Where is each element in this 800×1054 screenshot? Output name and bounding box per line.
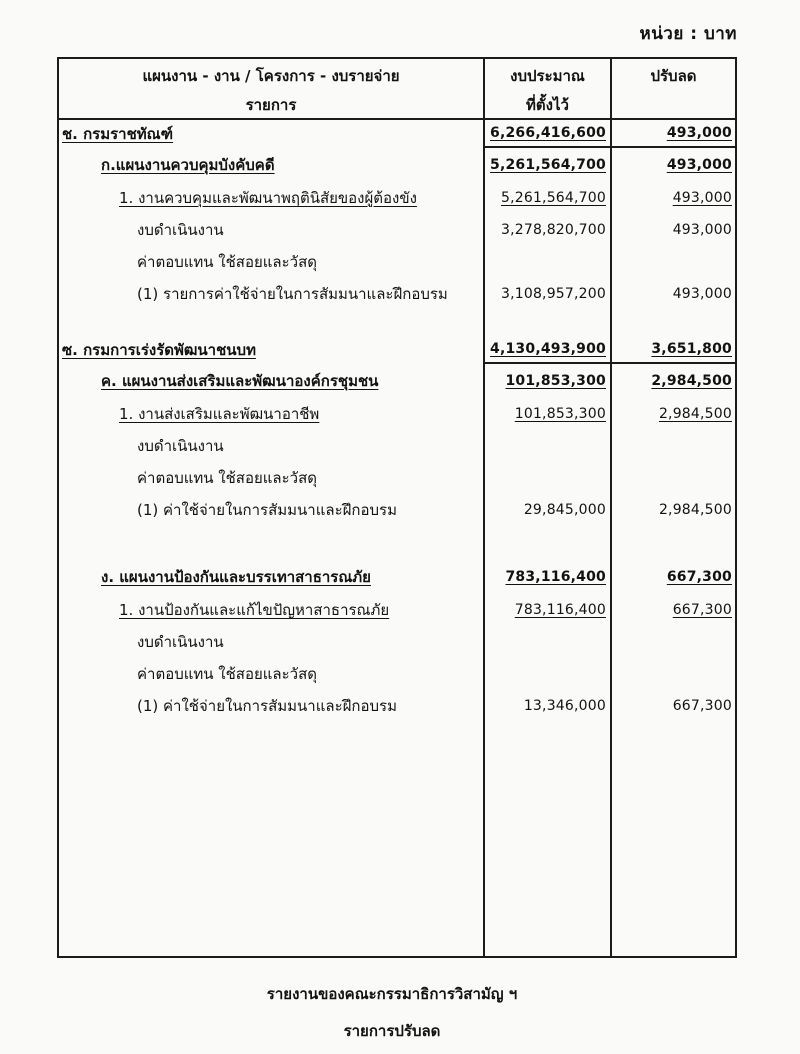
- reduction-value: 667,300: [672, 602, 732, 618]
- table-row: [59, 594, 735, 626]
- reduction-value: 493,000: [672, 222, 732, 238]
- reduction-value: 2,984,500: [651, 373, 732, 389]
- table-row: [59, 462, 735, 494]
- empty-cell: [59, 526, 483, 560]
- budget-cell: [483, 430, 610, 462]
- table-row: [59, 246, 735, 278]
- reduction-cell: [610, 398, 735, 430]
- row-label-cell: [59, 398, 483, 430]
- reduction-value: 493,000: [666, 157, 732, 173]
- reduction-value: 493,000: [672, 286, 732, 302]
- table-row: [59, 494, 735, 526]
- empty-cell: [610, 526, 735, 560]
- row-label: งบดำเนินงาน: [137, 437, 224, 455]
- reduction-value: 667,300: [672, 698, 732, 714]
- row-label: ง. แผนงานป้องกันและบรรเทาสาธารณภัย: [101, 568, 371, 586]
- reduction-value: 493,000: [666, 125, 732, 141]
- row-label-cell: [59, 214, 483, 246]
- table-header-row: [59, 59, 735, 120]
- table-filler-row: [59, 722, 735, 956]
- reduction-cell: [610, 658, 735, 690]
- empty-cell: [610, 722, 735, 956]
- reduction-cell: [610, 364, 735, 398]
- table-row: [59, 398, 735, 430]
- row-label: ค่าตอบแทน ใช้สอยและวัสดุ: [137, 253, 317, 271]
- reduction-cell: [610, 430, 735, 462]
- row-label-cell: [59, 626, 483, 658]
- empty-cell: [59, 310, 483, 336]
- reduction-cell: [610, 246, 735, 278]
- row-label: ค่าตอบแทน ใช้สอยและวัสดุ: [137, 469, 317, 487]
- row-label: ซ. กรมการเร่งรัดพัฒนาชนบท: [62, 341, 256, 359]
- row-label-cell: [59, 430, 483, 462]
- row-label-cell: [59, 560, 483, 594]
- table-row: [59, 560, 735, 594]
- table-row: [59, 658, 735, 690]
- row-label-cell: [59, 148, 483, 182]
- budget-cell: [483, 336, 610, 364]
- table-row: [59, 430, 735, 462]
- reduction-cell: [610, 462, 735, 494]
- unit-label: หน่วย : บาท: [639, 24, 737, 44]
- row-label-cell: [59, 494, 483, 526]
- row-label: ค่าตอบแทน ใช้สอยและวัสดุ: [137, 665, 317, 683]
- reduction-value: 2,984,500: [658, 502, 732, 518]
- budget-value: 6,266,416,600: [490, 125, 606, 141]
- budget-cell: [483, 246, 610, 278]
- row-label-cell: [59, 594, 483, 626]
- budget-cell: [483, 494, 610, 526]
- table-row: [59, 278, 735, 310]
- empty-cell: [483, 526, 610, 560]
- header-program-line1: แผนงาน - งาน / โครงการ - งบรายจ่าย: [142, 67, 400, 85]
- budget-cell: [483, 398, 610, 430]
- table-body: [59, 120, 735, 956]
- header-budget-column: [483, 59, 610, 118]
- budget-value: 101,853,300: [505, 373, 606, 389]
- reduction-cell: [610, 120, 735, 148]
- row-label: (1) ค่าใช้จ่ายในการสัมมนาและฝึกอบรม: [137, 501, 397, 519]
- row-label: 1. งานส่งเสริมและพัฒนาอาชีพ: [119, 405, 320, 423]
- reduction-cell: [610, 594, 735, 626]
- budget-cell: [483, 560, 610, 594]
- budget-cell: [483, 214, 610, 246]
- row-label: งบดำเนินงาน: [137, 221, 224, 239]
- table-row: [59, 336, 735, 364]
- table-row: [59, 214, 735, 246]
- reduction-cell: [610, 690, 735, 722]
- header-program-column: [59, 59, 483, 118]
- empty-cell: [610, 310, 735, 336]
- budget-value: 101,853,300: [514, 406, 606, 422]
- header-budget-line1: งบประมาณ: [510, 67, 585, 85]
- page-footer: [0, 982, 784, 1043]
- budget-cell: [483, 120, 610, 148]
- row-label-cell: [59, 278, 483, 310]
- row-label-cell: [59, 364, 483, 398]
- row-label-cell: [59, 120, 483, 148]
- budget-value: 5,261,564,700: [490, 157, 606, 173]
- row-label-cell: [59, 246, 483, 278]
- row-label-cell: [59, 336, 483, 364]
- table-row: [59, 364, 735, 398]
- row-label: งบดำเนินงาน: [137, 633, 224, 651]
- budget-table: [57, 57, 737, 958]
- table-row: [59, 182, 735, 214]
- table-row: [59, 626, 735, 658]
- reduction-value: 3,651,800: [651, 341, 732, 357]
- table-row: [59, 148, 735, 182]
- reduction-cell: [610, 336, 735, 364]
- header-reduction-column: [610, 59, 735, 118]
- table-spacer-row: [59, 310, 735, 336]
- row-label: ช. กรมราชทัณฑ์: [62, 125, 174, 143]
- budget-value: 5,261,564,700: [500, 190, 606, 206]
- reduction-cell: [610, 148, 735, 182]
- budget-cell: [483, 364, 610, 398]
- budget-value: 783,116,400: [514, 602, 606, 618]
- reduction-cell: [610, 214, 735, 246]
- header-program-line2: รายการ: [245, 96, 297, 114]
- reduction-value: 667,300: [666, 569, 732, 585]
- footer-line2: รายการปรับลด: [343, 1022, 441, 1040]
- empty-cell: [483, 310, 610, 336]
- budget-cell: [483, 594, 610, 626]
- row-label: ค. แผนงานส่งเสริมและพัฒนาองค์กรชุมชน: [101, 372, 379, 390]
- table-row: [59, 120, 735, 148]
- reduction-value: 493,000: [672, 190, 732, 206]
- table-row: [59, 690, 735, 722]
- table-spacer-row: [59, 526, 735, 560]
- budget-cell: [483, 462, 610, 494]
- empty-cell: [483, 722, 610, 956]
- budget-cell: [483, 658, 610, 690]
- budget-value: 3,108,957,200: [500, 286, 606, 302]
- row-label-cell: [59, 690, 483, 722]
- budget-cell: [483, 148, 610, 182]
- budget-value: 3,278,820,700: [500, 222, 606, 238]
- budget-cell: [483, 690, 610, 722]
- header-reduction-label: ปรับลด: [650, 67, 697, 85]
- budget-value: 29,845,000: [523, 502, 606, 518]
- budget-cell: [483, 182, 610, 214]
- row-label: (1) ค่าใช้จ่ายในการสัมมนาและฝึกอบรม: [137, 697, 397, 715]
- reduction-cell: [610, 560, 735, 594]
- empty-cell: [59, 722, 483, 956]
- reduction-cell: [610, 278, 735, 310]
- reduction-value: 2,984,500: [658, 406, 732, 422]
- row-label-cell: [59, 462, 483, 494]
- row-label-cell: [59, 658, 483, 690]
- budget-value: 4,130,493,900: [490, 341, 606, 357]
- row-label-cell: [59, 182, 483, 214]
- footer-line1: รายงานของคณะกรรมาธิการวิสามัญ ฯ: [266, 985, 518, 1003]
- row-label: 1. งานป้องกันและแก้ไขปัญหาสาธารณภัย: [119, 601, 390, 619]
- reduction-cell: [610, 494, 735, 526]
- row-label: ก.แผนงานควบคุมบังคับคดี: [101, 156, 275, 174]
- budget-cell: [483, 626, 610, 658]
- budget-value: 13,346,000: [523, 698, 606, 714]
- row-label: (1) รายการค่าใช้จ่ายในการสัมมนาและฝึกอบรม: [137, 285, 448, 303]
- budget-cell: [483, 278, 610, 310]
- reduction-cell: [610, 182, 735, 214]
- reduction-cell: [610, 626, 735, 658]
- header-budget-line2: ที่ตั้งไว้: [526, 96, 569, 114]
- row-label: 1. งานควบคุมและพัฒนาพฤตินิสัยของผู้ต้องขัง: [119, 189, 417, 207]
- budget-value: 783,116,400: [505, 569, 606, 585]
